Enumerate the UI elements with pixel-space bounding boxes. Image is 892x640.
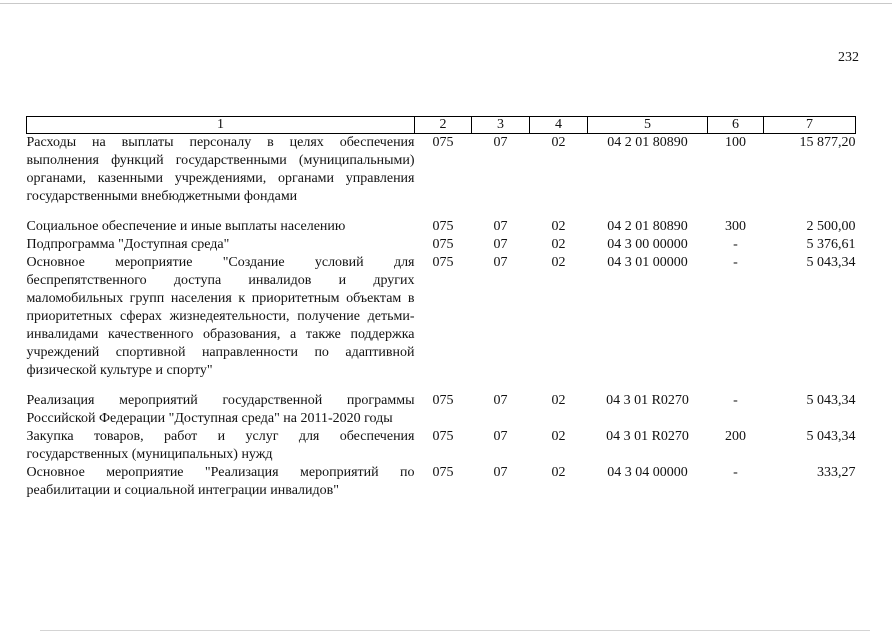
row-code: 075 [432,237,454,252]
row-expense-type: - [733,237,738,252]
row-section: 07 [493,393,508,408]
row-target-article: 04 3 00 00000 [607,237,688,252]
row-name: Социальное обеспечение и иные выплаты населению [26,219,346,234]
row-target-article: 04 3 01 R0270 [606,429,689,444]
row-code: 075 [432,219,454,234]
table-row [27,392,856,428]
row-subsection: 02 [551,429,566,444]
row-section: 07 [493,237,508,252]
table-row [27,428,856,464]
table-row [27,134,856,219]
row-expense-type: 100 [725,135,746,150]
row-name: Расходы на выплаты персоналу в целях обеспечения выполнения функций государственными (муниципальными) органами, казенными учреждениями, органами управления государственными внебюджетными фондами [26,135,415,204]
table-row [27,218,856,236]
row-name: Основное мероприятие "Реализация мероприятий по реабилитации и социальной интеграции инвалидов" [26,465,415,498]
header-col-4: 4 [530,117,588,134]
row-code: 075 [432,135,454,150]
row-subsection: 02 [551,135,566,150]
header-row [27,117,856,134]
row-name: Закупка товаров, работ и услуг для обеспечения государственных (муниципальных) нужд [26,429,415,462]
header-col-2: 2 [415,117,472,134]
row-subsection: 02 [551,237,566,252]
row-subsection: 02 [551,255,566,270]
row-target-article: 04 3 04 00000 [607,465,688,480]
row-target-article: 04 2 01 80890 [607,219,688,234]
row-expense-type: - [733,255,738,270]
row-expense-type: - [733,465,738,480]
table-row [27,464,856,500]
row-amount: 333,27 [817,465,856,480]
row-section: 07 [493,429,508,444]
row-expense-type: - [733,393,738,408]
table-row [27,254,856,392]
row-expense-type: 200 [725,429,746,444]
row-code: 075 [432,393,454,408]
header-col-3: 3 [472,117,530,134]
row-subsection: 02 [551,219,566,234]
row-amount: 15 877,20 [799,135,856,150]
scan-bottom-edge [40,630,870,631]
row-code: 075 [432,429,454,444]
header-col-6: 6 [708,117,764,134]
row-target-article: 04 3 01 00000 [607,255,688,270]
row-section: 07 [493,255,508,270]
row-expense-type: 300 [725,219,746,234]
budget-table [26,116,856,500]
row-code: 075 [432,465,454,480]
scan-top-edge [0,3,892,4]
row-amount: 5 043,34 [806,429,856,444]
row-name: Основное мероприятие "Создание условий для беспрепятственного доступа инвалидов и других маломобильных групп населения к приоритетным объектам в приоритетных сферах жизнедеятельности, получение детьми-инвалидами качественного образования, а также поддержка учреждений спортивной направленности по адаптивной физической культуре и спорту" [26,255,415,378]
row-amount: 5 376,61 [806,237,856,252]
header-col-1: 1 [27,117,415,134]
row-amount: 5 043,34 [806,393,856,408]
row-name: Подпрограмма "Доступная среда" [26,237,230,252]
row-section: 07 [493,465,508,480]
header-col-5: 5 [588,117,708,134]
row-target-article: 04 2 01 80890 [607,135,688,150]
row-amount: 2 500,00 [806,219,856,234]
row-code: 075 [432,255,454,270]
row-amount: 5 043,34 [806,255,856,270]
row-target-article: 04 3 01 R0270 [606,393,689,408]
row-section: 07 [493,219,508,234]
row-section: 07 [493,135,508,150]
page-number: 232 [838,50,859,65]
row-subsection: 02 [551,393,566,408]
row-name: Реализация мероприятий государственной программы Российской Федерации "Доступная среда" на 2011-2020 годы [26,393,415,426]
row-subsection: 02 [551,465,566,480]
header-col-7: 7 [764,117,856,134]
table-row [27,236,856,254]
